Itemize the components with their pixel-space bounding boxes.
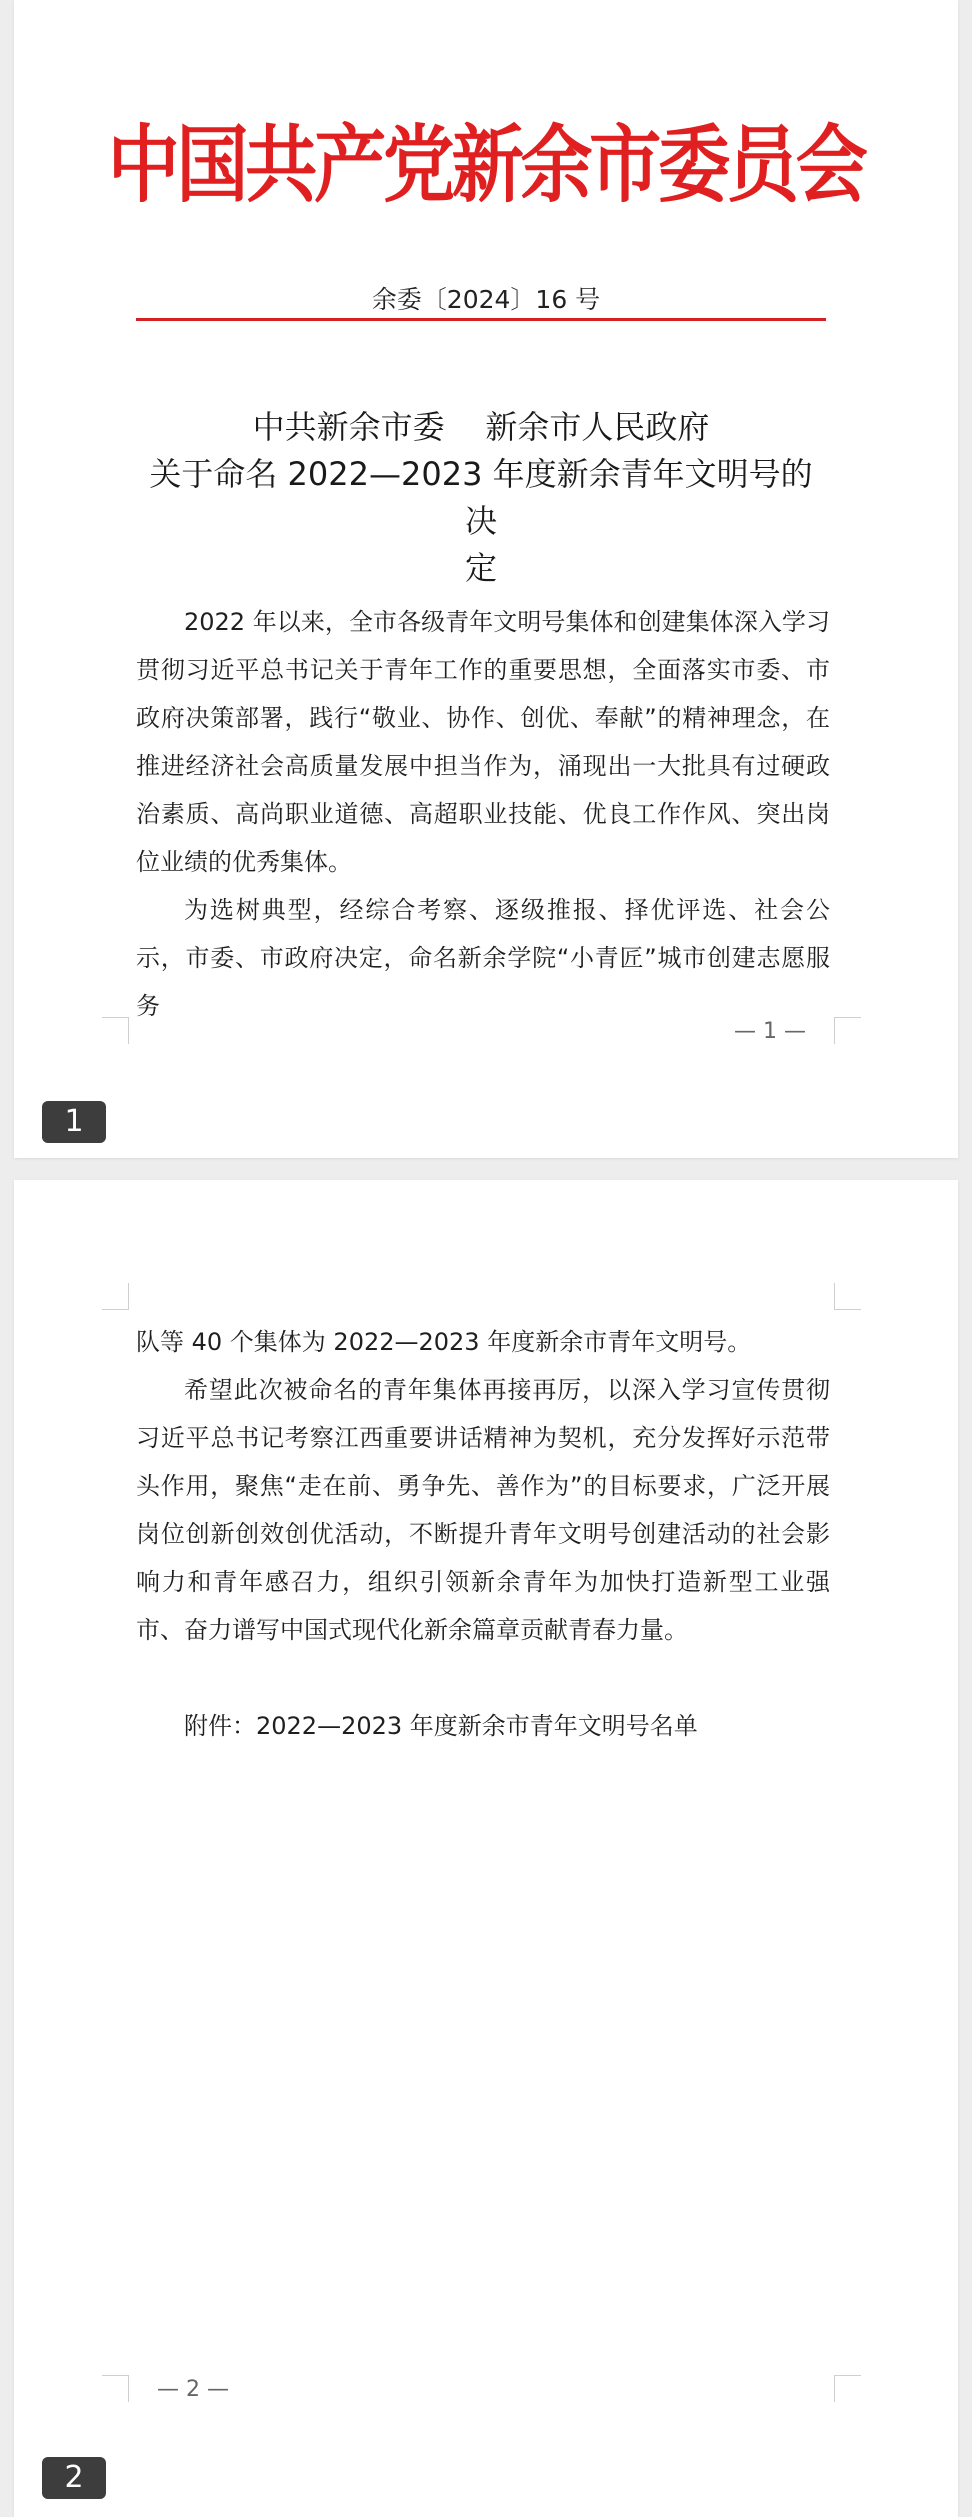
crop-mark xyxy=(834,1017,861,1044)
paragraph: 队等 40 个集体为 2022—2023 年度新余市青年文明号。 xyxy=(136,1328,752,1356)
title-line-3: 定 xyxy=(464,549,497,587)
page-number: — 1 — xyxy=(734,1019,806,1044)
attachment-line: 附件：2022—2023 年度新余市青年文明号名单 xyxy=(184,1712,698,1740)
body-text-page-2 xyxy=(136,1318,830,1750)
crop-mark xyxy=(102,1283,129,1310)
document-page-2 xyxy=(14,1180,958,2517)
crop-mark xyxy=(102,2375,129,2402)
body-text-page-1 xyxy=(136,598,830,1030)
document-title xyxy=(136,404,826,592)
title-line-2: 关于命名 2022—2023 年度新余青年文明号的决 xyxy=(149,455,813,540)
masthead-title: 中国共产党新余市委员会 xyxy=(107,116,865,214)
document-page-1 xyxy=(14,0,958,1158)
crop-mark xyxy=(102,1017,129,1044)
page-badge[interactable]: 1 xyxy=(42,1101,106,1143)
paragraph: 为选树典型，经综合考察、逐级推报、择优评选、社会公示，市委、市政府决定，命名新余学院“小青匠”城市创建志愿服务 xyxy=(136,896,830,1020)
page-badge[interactable]: 2 xyxy=(42,2457,106,2499)
title-issuers: 中共新余市委 新余市人民政府 xyxy=(252,408,710,446)
crop-mark xyxy=(834,1283,861,1310)
paragraph: 希望此次被命名的青年集体再接再厉，以深入学习宣传贯彻习近平总书记考察江西重要讲话精神为契机，充分发挥好示范带头作用，聚焦“走在前、勇争先、善作为”的目标要求，广泛开展岗位创新创效创优活动，不断提升青年文明号创建活动的社会影响力和青年感召力，组织引领新余青年为加快打造新型工业强市、奋力谱写中国式现代化新余篇章贡献青春力量。 xyxy=(136,1376,830,1644)
page-number: — 2 — xyxy=(157,2377,229,2402)
crop-mark xyxy=(834,2375,861,2402)
document-number: 余委〔2024〕16 号 xyxy=(371,285,601,314)
paragraph: 2022 年以来，全市各级青年文明号集体和创建集体深入学习贯彻习近平总书记关于青年工作的重要思想，全面落实市委、市政府决策部署，践行“敬业、协作、创优、奉献”的精神理念，在推进经济社会高质量发展中担当作为，涌现出一大批具有过硬政治素质、高尚职业道德、高超职业技能、优良工作作风、突出岗位业绩的优秀集体。 xyxy=(136,608,830,876)
red-divider xyxy=(136,318,826,321)
